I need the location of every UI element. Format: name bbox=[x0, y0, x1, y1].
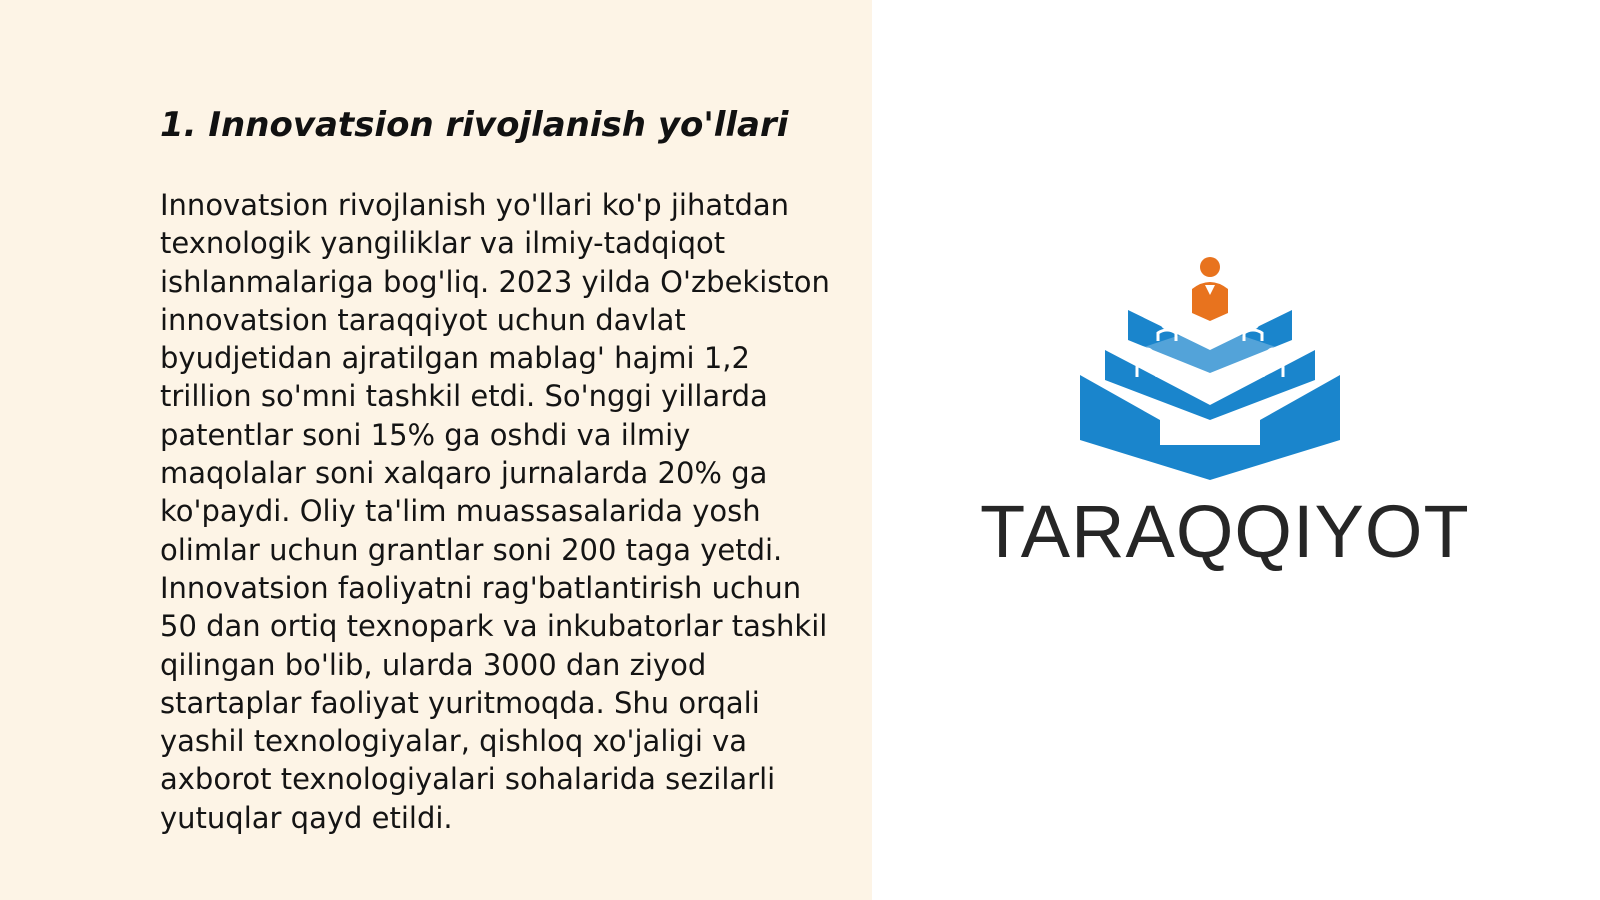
logo-wordmark: TARAQQIYOT bbox=[980, 490, 1470, 573]
slide-title: 1. Innovatsion rivojlanish yo'llari bbox=[160, 105, 789, 145]
slide-body-text: Innovatsion rivojlanish yo'llari ko'p jihatdan texnologik yangiliklar va ilmiy-tadqiqot ishlanmalariga bog'liq. 2023 yilda O'zbekiston innovatsion taraqqiyot uchun davlat byudjetidan ajratilgan mablag' hajmi 1,2 trillion so'mni tashkil etdi. So'nggi yillarda patentlar soni 15% ga oshdi va ilmiy maqolalar soni xalqaro jurnalarda 20% ga ko'paydi. Oliy ta'lim muassasalarida yosh olimlar uchun grantlar soni 200 taga yetdi. Innovatsion faoliyatni rag'batlantirish uchun 50 dan ortiq texnopark va inkubatorlar tashkil qilingan bo'lib, ularda 3000 dan ziyod startaplar faoliyat yuritmoqda. Shu orqali yashil texnologiyalar, qishloq xo'jaligi va axborot texnologiyalari sohalarida sezilarli yutuqlar qayd etildi. bbox=[160, 188, 830, 835]
taraqqiyot-logo bbox=[980, 255, 1470, 575]
people-pyramid-icon bbox=[980, 255, 1440, 485]
